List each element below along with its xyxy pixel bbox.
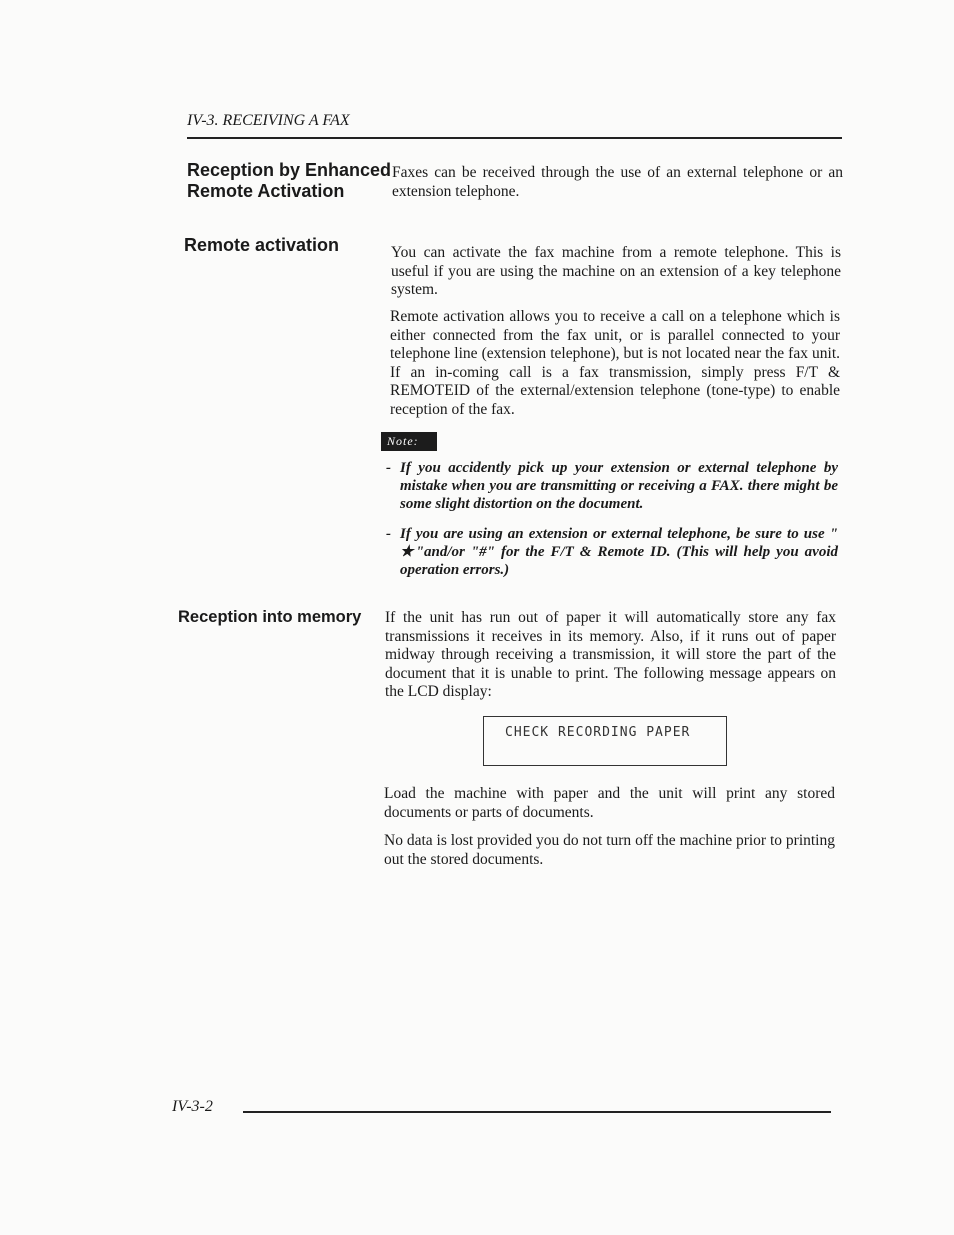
enhanced-body — [392, 164, 843, 201]
note-bullet: - — [386, 526, 391, 542]
note-bullet: - — [386, 460, 391, 476]
memory-paragraph-3: No data is lost provided you do not turn off the machine prior to printing out the stored documents. — [384, 832, 835, 868]
memory-body — [385, 609, 836, 702]
remote-activation-body-2 — [390, 308, 840, 420]
remote-activation-body — [391, 244, 841, 300]
page-number: IV-3-2 — [172, 1098, 213, 1115]
remote-activation-paragraph-2: Remote activation allows you to receive a call on a telephone which is either connected from the fax unit, or is parallel connected to your telephone line (extension telephone), but is not located near the fax unit. If an in-coming call is a fax transmission, simply press F/T & REMOTEID of the external/extension telephone (tone-type) to enable reception of the fax. — [390, 308, 840, 418]
memory-body-3 — [384, 832, 835, 869]
note-badge: Note: — [381, 432, 437, 451]
memory-paragraph-1: If the unit has run out of paper it will automatically store any fax transmissions it receives in its memory. Also, if it runs out of paper midway through receiving a transmission, it will store the part of the document that it is unable to print. The following message appears on the LCD display: — [385, 609, 836, 701]
section-heading-reception-memory: Reception into memory — [178, 608, 362, 626]
lcd-message: CHECK RECORDING PAPER — [505, 725, 691, 740]
section-heading-enhanced — [187, 160, 391, 202]
memory-body-2 — [384, 785, 835, 822]
lcd-display-box — [483, 716, 727, 766]
enhanced-paragraph: Faxes can be received through the use of an external telephone or an extension telephone. — [392, 164, 843, 200]
remote-activation-paragraph-1: You can activate the fax machine from a remote telephone. This is useful if you are using the machine on an extension of a key telephone system. — [391, 244, 841, 299]
section-heading-remote-activation: Remote activation — [184, 235, 340, 255]
running-head: IV-3. RECEIVING A FAX — [187, 112, 350, 129]
footer-rule — [243, 1111, 831, 1113]
section-heading-enhanced-line2: Remote Activation — [187, 181, 345, 201]
note-item — [386, 525, 838, 579]
memory-paragraph-2: Load the machine with paper and the unit will print any stored documents or parts of documents. — [384, 785, 835, 821]
note-item-text: If you are using an extension or external telephone, be sure to use " ★"and/or "#" for the F/T & Remote ID. (This will help you avoid operation errors.) — [400, 526, 838, 578]
note-item-text: If you accidently pick up your extension or external telephone by mistake when you are transmitting or receiving a FAX. there might be some slight distortion on the document. — [400, 460, 838, 512]
header-rule — [187, 137, 842, 139]
note-item — [386, 459, 838, 513]
section-heading-enhanced-line1: Reception by Enhanced — [187, 160, 392, 180]
